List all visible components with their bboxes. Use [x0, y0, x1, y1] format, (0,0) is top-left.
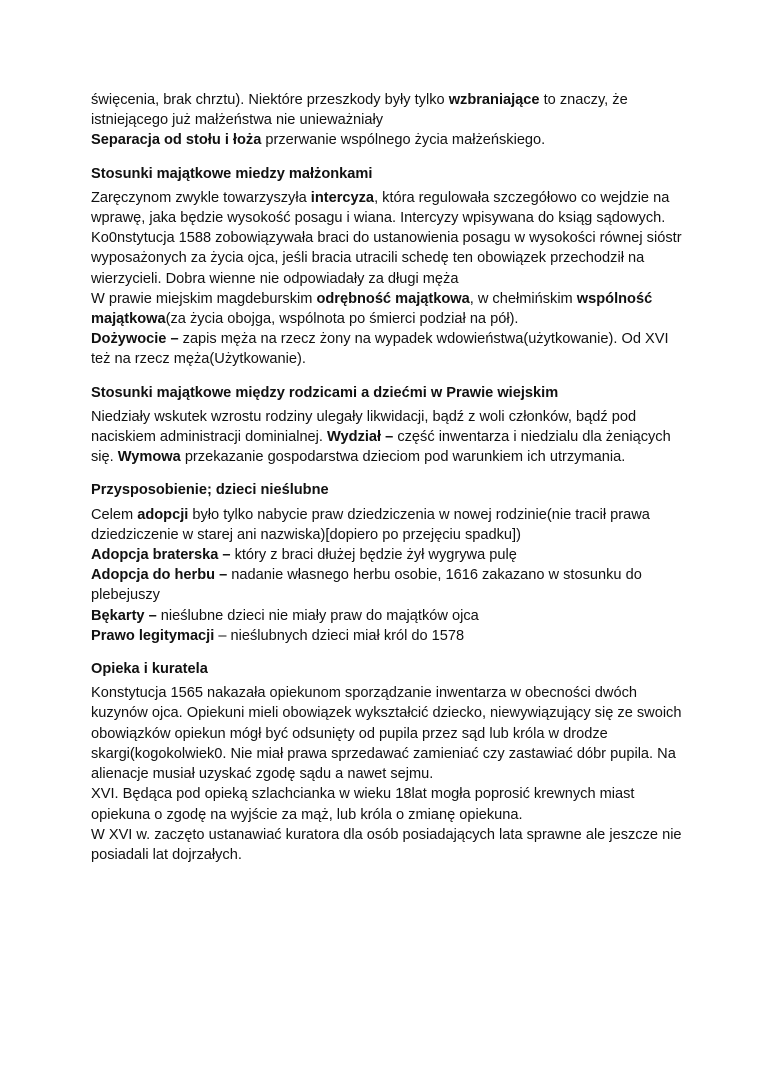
bold-term: adopcji: [137, 506, 189, 523]
bold-term: Wymowa: [117, 449, 181, 466]
bold-term: wspólność majątkowa: [91, 290, 653, 328]
bold-term: Separacja od stołu i łoża: [91, 132, 262, 149]
text-run: to znaczy, że istniejącego już małżeństwa nie unieważniały: [91, 92, 628, 129]
text-run: przerwanie wspólnego życia małżeńskiego.: [261, 132, 546, 149]
text-run: (za życia obojga, wspólnota po śmierci podział na pół).: [165, 311, 519, 328]
text-run: Zaręczynom zwykle towarzyszyła: [91, 189, 311, 206]
separation-paragraph: [91, 130, 691, 150]
bold-term: wzbraniające: [448, 92, 540, 108]
bold-term: Bękarty –: [91, 607, 157, 624]
section-heading-guardianship: Opieka i kuratela: [91, 661, 208, 678]
section-heading-parents-children: Stosunki majątkowe między rodzicami a dziećmi w Prawie wiejskim: [91, 384, 559, 401]
paragraph: [91, 289, 691, 329]
paragraph: Konstytucja 1565 nakazała opiekunom sporządzanie inwentarza w obecności dwóch kuzynów ojca. Opiekuni mieli obowiązek wykształcić dziecko, niewywiązujący się ze swoich obowiązków opiekun mógł być odsunięty od pupila przez sąd lub króla w drodze skargi(kogokolwiek0. Nie miał prawa sprzedawać zamieniać czy zastawiać dóbr pupila. Na alienacje musiał uzyskać zgodę sądu a nawet sejmu.: [91, 685, 682, 783]
paragraph: [91, 407, 691, 468]
bold-term: intercyza: [310, 189, 375, 206]
bold-term: Prawo legitymacji: [91, 627, 215, 644]
paragraph: [91, 545, 691, 565]
paragraph: [91, 626, 691, 646]
bold-term: Adopcja do herbu –: [91, 567, 228, 584]
bold-term: odrębność majątkowa: [316, 290, 470, 307]
paragraph: [91, 505, 691, 545]
paragraph: W XVI w. zaczęto ustanawiać kuratora dla osób posiadających lata sprawne ale jeszcze nie posiadali lat dojrzałych.: [91, 826, 682, 863]
text-run: W prawie miejskim magdeburskim: [91, 290, 317, 307]
text-run: święcenia, brak chrztu). Niektóre przeszkody były tylko: [91, 92, 449, 108]
paragraph: [91, 606, 691, 626]
paragraph: [91, 565, 691, 605]
intro-paragraph: [91, 90, 691, 130]
text-run: który z braci dłużej będzie żył wygrywa pulę: [230, 547, 517, 564]
bold-term: Adopcja braterska –: [91, 547, 231, 564]
text-run: nadanie własnego herbu osobie, 1616 zakazano w stosunku do plebejuszy: [91, 567, 642, 604]
text-run: , w chełmińskim: [469, 290, 577, 307]
section-heading-adoption: Przysposobienie; dzieci nieślubne: [91, 482, 329, 499]
text-run: Celem: [91, 506, 138, 523]
text-run: zapis męża na rzecz żony na wypadek wdowieństwa(użytkowanie). Od XVI też na rzecz męża(Użytkowanie).: [91, 331, 669, 368]
bold-term: Wydział –: [327, 429, 394, 446]
document-page: [91, 90, 691, 865]
bold-term: Dożywocie –: [91, 331, 179, 348]
text-run: przekazanie gospodarstwa dzieciom pod warunkiem ich utrzymania.: [180, 449, 626, 466]
text-run: część inwentarza i niedzialu dla żeniących się.: [91, 429, 671, 466]
section-heading-spouses: Stosunki majątkowe miedzy małżonkami: [91, 165, 373, 182]
text-run: – nieślubnych dzieci miał król do 1578: [214, 627, 465, 644]
text-run: było tylko nabycie praw dziedziczenia w nowej rodzinie(nie tracił prawa dziedziczenie w starej ani nazwiska)[dopiero po przejęciu spadku]): [91, 506, 650, 543]
paragraph: Ko0nstytucja 1588 zobowiązywała braci do ustanowienia posagu w wysokości równej sióstr wyposażonych za życia ojca, jeśli bracia utracili schedę ten obowiązek przechodził na wierzycieli. Dobra wienne nie odpowiadały za długi męża: [91, 230, 682, 287]
paragraph: XVI. Będąca pod opieką szlachcianka w wieku 18lat mogła poprosić krewnych miast opiekuna o zgodę na wyjście za mąż, lub króla o zmianę opiekuna.: [91, 786, 635, 823]
paragraph: [91, 329, 691, 369]
text-run: nieślubne dzieci nie miały praw do majątków ojca: [156, 607, 479, 624]
paragraph: [91, 188, 691, 228]
text-run: , która regulowała szczegółowo co wejdzie na wprawę, jaka będzie wysokość posagu i wiana. Intercyzy wpisywana do ksiąg sądowych.: [91, 189, 670, 227]
text-run: Niedziały wskutek wzrostu rodziny ulegały likwidacji, bądź z woli członków, bądź pod naciskiem administracji dominialnej.: [91, 408, 637, 446]
